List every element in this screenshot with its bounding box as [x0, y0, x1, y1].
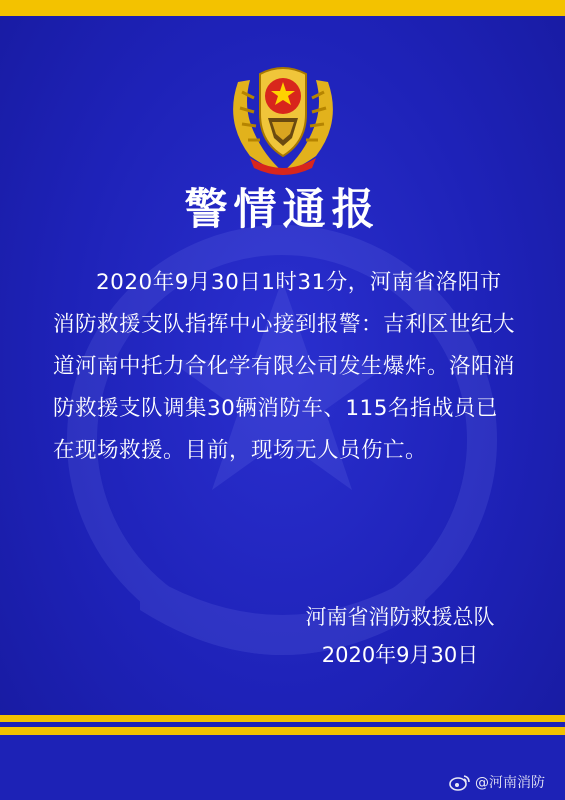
- weibo-source-label: @河南消防: [475, 775, 545, 791]
- signature-date: 2020年9月30日: [321, 643, 479, 667]
- top-gold-bar: [0, 0, 565, 16]
- weibo-watermark: [449, 772, 545, 792]
- bottom-gold-bar: [0, 715, 565, 735]
- signature-block: [290, 598, 510, 674]
- notice-title: 警情通报: [184, 185, 381, 235]
- bottom-bar-stripe: [0, 722, 565, 727]
- weibo-icon: [449, 773, 471, 791]
- signature-org: 河南省消防救援总队: [305, 605, 495, 629]
- fire-rescue-emblem: [220, 52, 346, 176]
- notice-body: 2020年9月30日1时31分，河南省洛阳市消防救援支队指挥中心接到报警：吉利区世纪大道河南中托力合化学有限公司发生爆炸。洛阳消防救援支队调集30辆消防车、115名指战员已在现场救援。目前，现场无人员伤亡。: [53, 270, 516, 463]
- footer-area: [0, 735, 565, 800]
